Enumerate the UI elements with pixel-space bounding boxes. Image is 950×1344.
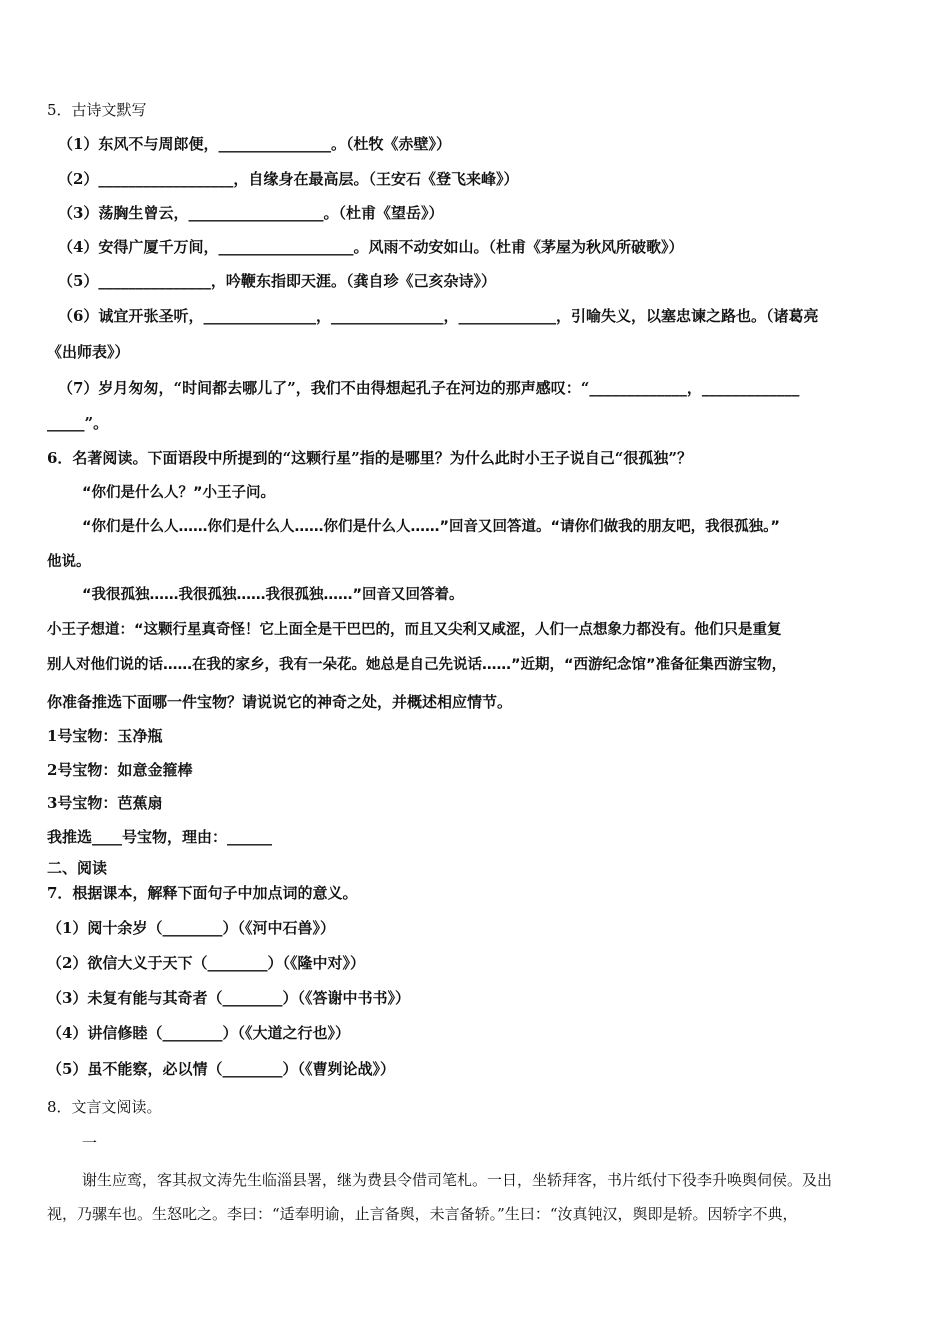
q5-item-7: （7）岁月匆匆，“时间都去哪儿了”，我们不由得想起孔子在河边的那声感叹：“_____________，_____________ bbox=[58, 379, 800, 397]
q7-item-3: （3）未复有能与其奇者（________）（《答谢中书书》） bbox=[47, 989, 410, 1007]
q6-line-7: 你准备推选下面哪一件宝物？请说说它的神奇之处，并概述相应情节。 bbox=[47, 693, 513, 711]
q7-item-2: （2）欲信大义于天下（________）（《隆中对》） bbox=[47, 954, 365, 972]
q6-line-4: “我很孤独……我很孤独……我很孤独……”回音又回答着。 bbox=[82, 587, 464, 603]
q6-line-3: 他说。 bbox=[47, 554, 91, 570]
q5-item-1: （1）东风不与周郎便，_______________。（杜牧《赤壁》） bbox=[58, 135, 451, 153]
q8-passage-line-2: 视，乃骡车也。生怒叱之。李曰：“适奉明谕，止言备舆，未言备轿。”生曰：“汝真钝汉，舆即是轿。因轿字不典， bbox=[47, 1205, 798, 1223]
section-2-title: 二、阅读 bbox=[47, 859, 108, 877]
q6-line-5: 小王子想道：“这颗行星真奇怪！它上面全是干巴巴的，而且又尖利又咸涩，人们一点想象力都没有。他们只是重复 bbox=[47, 622, 782, 638]
q5-item-6: （6）诚宜开张圣听，_______________，_______________，_____________，引喻失义，以塞忠谏之路也。（诸葛亮 bbox=[58, 307, 819, 325]
q7-item-4: （4）讲信修睦（________）（《大道之行也》） bbox=[47, 1024, 350, 1042]
q5-item-7-cont: _____”。 bbox=[47, 414, 109, 432]
q5-item-5: （5）_______________，吟鞭东指即天涯。（龚自珍《己亥杂诗》） bbox=[58, 272, 496, 290]
q5-item-4: （4）安得广厦千万间，__________________。风雨不动安如山。（杜甫《茅屋为秋风所破歌》） bbox=[58, 238, 684, 256]
q6-title: 6．名著阅读。下面语段中所提到的“这颗行星”指的是哪里？为什么此时小王子说自己“很孤独”？ bbox=[47, 449, 692, 467]
q6-line-6: 别人对他们说的话……在我的家乡，我有一朵花。她总是自己先说话……”近期，“西游纪念馆”准备征集西游宝物， bbox=[47, 657, 787, 673]
q8-passage-line-1: 谢生应鸾，客其叔文涛先生临淄县署，继为费县令借司笔札。一日，坐轿拜客，书片纸付下役李升唤舆伺侯。及出 bbox=[82, 1171, 833, 1189]
q6-line-9: 2号宝物：如意金箍棒 bbox=[47, 761, 193, 779]
q6-line-2: “你们是什么人……你们是什么人……你们是什么人……”回音又回答道。“请你们做我的朋友吧，我很孤独。” bbox=[82, 519, 780, 535]
q7-item-5: （5）虽不能察，必以情（________）（《曹刿论战》） bbox=[47, 1060, 395, 1078]
q5-item-2: （2）__________________，自缘身在最高层。（王安石《登飞来峰》） bbox=[58, 170, 519, 188]
q8-part-label: 一 bbox=[82, 1134, 98, 1152]
q7-title: 7．根据课本，解释下面句子中加点词的意义。 bbox=[47, 884, 358, 902]
q5-item-6-cont: 《出师表》） bbox=[47, 343, 130, 361]
q7-item-1: （1）阅十余岁（________）（《河中石兽》） bbox=[47, 919, 335, 937]
q5-item-3: （3）荡胸生曾云，__________________。（杜甫《望岳》） bbox=[58, 204, 444, 222]
q6-line-11: 我推选____号宝物，理由：______ bbox=[47, 828, 273, 846]
q8-title: 8．文言文阅读。 bbox=[47, 1098, 162, 1116]
q5-title: 5．古诗文默写 bbox=[47, 101, 147, 119]
q6-line-10: 3号宝物：芭蕉扇 bbox=[47, 794, 163, 812]
q6-line-1: “你们是什么人？”小王子问。 bbox=[82, 485, 276, 501]
q6-line-8: 1号宝物：玉净瓶 bbox=[47, 727, 163, 745]
